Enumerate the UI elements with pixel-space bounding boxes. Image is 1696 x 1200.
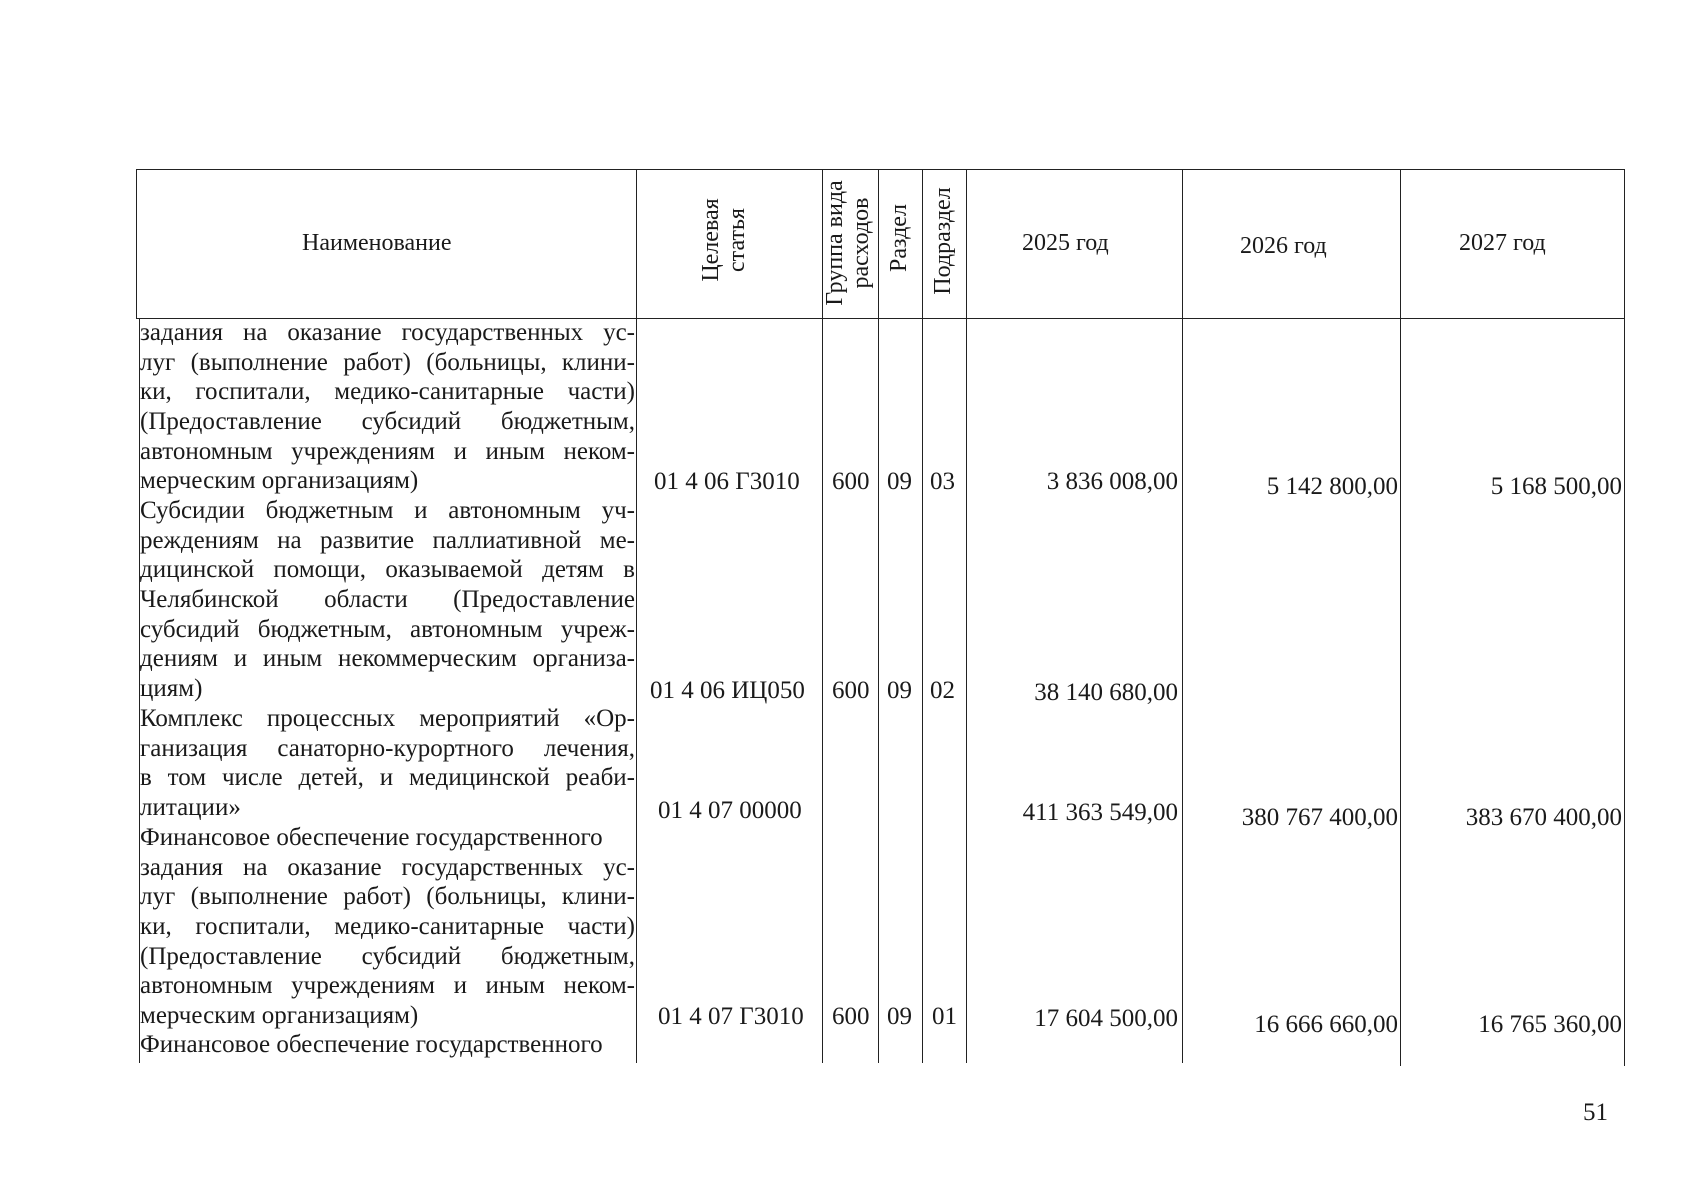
row-value-2026: 16 666 660,00 — [1254, 1011, 1398, 1038]
name-line: литации» — [140, 794, 241, 822]
table-col-line-3 — [878, 169, 879, 1063]
row-target-article: 01 4 07 00000 — [658, 797, 802, 824]
name-line: реждениям на развитие паллиативной ме- — [140, 526, 635, 554]
row-value-2027: 5 168 500,00 — [1490, 473, 1622, 500]
name-line: Субсидии бюджетным и автономным уч- — [140, 497, 635, 524]
name-line: ки, госпитали, медико-санитарные части) — [140, 378, 635, 406]
table-col-line-5 — [966, 169, 967, 1063]
name-line: задания на оказание государственных ус- — [140, 319, 635, 346]
row-target-article: 01 4 07 Г3010 — [658, 1003, 804, 1030]
row-section: 09 — [887, 468, 912, 495]
row-value-2025: 3 836 008,00 — [1046, 468, 1178, 495]
table-col-line-8 — [1624, 169, 1625, 1066]
table-row-name — [140, 318, 635, 496]
name-line: ки, госпитали, медико-санитарные части) — [140, 913, 635, 941]
header-year-2026: 2026 год — [1240, 233, 1327, 259]
table-top-border — [136, 169, 1625, 170]
row-expense-group: 600 — [832, 677, 870, 704]
row-target-article: 01 4 06 Г3010 — [654, 468, 800, 495]
table-row-name — [140, 496, 635, 704]
row-expense-group: 600 — [832, 468, 870, 495]
name-line: луг (выполнение работ) (больницы, клини- — [140, 883, 635, 911]
name-line: задания на оказание государственных ус- — [140, 853, 635, 881]
name-line: дениям и иным некоммерческим организа- — [140, 645, 635, 673]
row-expense-group: 600 — [832, 1003, 870, 1030]
header-subsection: Подраздел — [930, 187, 956, 295]
header-target-article-line2: статья — [724, 208, 750, 272]
table-col-line-4 — [922, 169, 923, 1063]
name-line: в том числе детей, и медицинской реаби- — [140, 764, 635, 792]
row-value-2026: 380 767 400,00 — [1241, 804, 1398, 831]
name-line: мерческим организациям) — [140, 1002, 419, 1030]
table-row-name — [140, 823, 635, 1031]
header-target-article-line1: Целевая — [698, 198, 724, 282]
name-line: ганизация санаторно-курортного лечения, — [140, 734, 635, 762]
name-line: мерческим организациям) — [140, 467, 419, 495]
table-col-line-6 — [1182, 169, 1183, 1063]
header-section: Раздел — [886, 204, 912, 272]
name-line: циям) — [140, 675, 203, 703]
name-line: луг (выполнение работ) (больницы, клини- — [140, 348, 635, 376]
table-col-line-0 — [136, 169, 137, 318]
header-expense-group-line1: Группа вида — [822, 180, 848, 306]
name-line: дицинской помощи, оказываемой детям в — [140, 556, 635, 584]
table-col-line-1 — [636, 169, 637, 1063]
name-line: Челябинской области (Предоставление — [140, 586, 635, 614]
row-value-2027: 16 765 360,00 — [1478, 1011, 1622, 1038]
row-subsection: 01 — [932, 1003, 957, 1030]
header-target-article — [698, 190, 750, 290]
name-line: Комплекс процессных мероприятий «Ор- — [140, 705, 635, 732]
row-target-article: 01 4 06 ИЦ050 — [650, 677, 805, 704]
row-value-2025: 17 604 500,00 — [1034, 1005, 1178, 1032]
header-expense-group-line2: расходов — [848, 197, 874, 289]
table-row-name — [140, 1030, 635, 1060]
row-section: 09 — [887, 677, 912, 704]
row-subsection: 03 — [930, 468, 955, 495]
row-value-2027: 383 670 400,00 — [1465, 804, 1622, 831]
row-value-2025: 38 140 680,00 — [1034, 679, 1178, 706]
row-value-2026: 5 142 800,00 — [1266, 473, 1398, 500]
name-line: автономным учреждениям и иным неком- — [140, 437, 635, 465]
name-line: (Предоставление субсидий бюджетным, — [140, 942, 635, 970]
table-row-name — [140, 704, 635, 823]
header-year-2027: 2027 год — [1459, 230, 1546, 256]
name-line: Финансовое обеспечение государственного — [140, 824, 603, 851]
name-line: автономным учреждениям и иным неком- — [140, 972, 635, 1000]
row-value-2025: 411 363 549,00 — [1022, 799, 1178, 826]
header-expense-group — [822, 172, 874, 314]
row-section: 09 — [887, 1003, 912, 1030]
row-subsection: 02 — [930, 677, 955, 704]
header-year-2025: 2025 год — [1022, 230, 1109, 256]
name-line: субсидий бюджетным, автономным учреж- — [140, 615, 635, 643]
name-line: Финансовое обеспечение государственного — [140, 1031, 603, 1058]
table-col-line-7 — [1400, 169, 1401, 1066]
header-name: Наименование — [302, 230, 452, 256]
name-line: (Предоставление субсидий бюджетным, — [140, 408, 635, 436]
page-number: 51 — [1583, 1099, 1608, 1126]
